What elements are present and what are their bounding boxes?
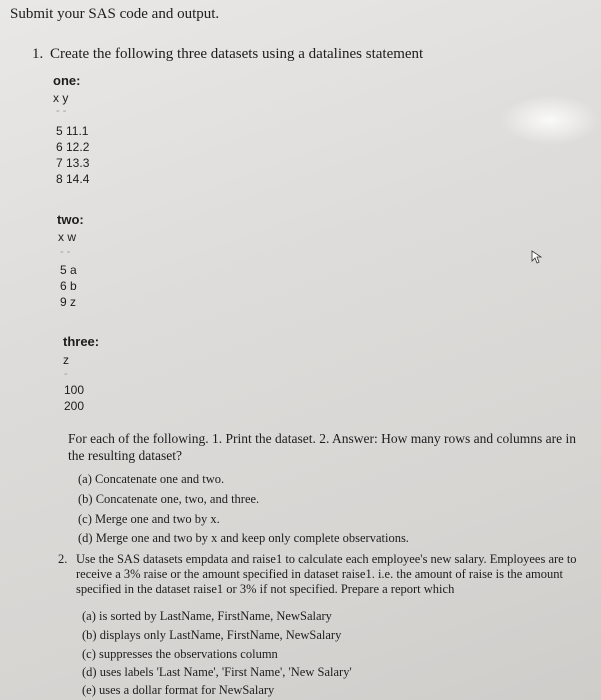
q1-item: (c) Merge one and two by x. — [78, 512, 220, 526]
mouse-cursor-icon — [531, 250, 543, 264]
question-2-text: Use the SAS datasets empdata and raise1 to calculate each employee's new salary. Employees are to receive a 3% raise or the amount specified in dataset raise1. i.e. the amount of raise is the amount specified in the dataset raise1 or 3% if not specified. Prepare a report which — [76, 552, 577, 596]
q2-item: (e) uses a dollar format for NewSalary — [82, 683, 275, 697]
dataset-one-header: x y — [53, 91, 69, 105]
dataset-one-row: 8 14.4 — [56, 172, 90, 186]
q2-item: (d) uses labels 'Last Name', 'First Name', 'New Salary' — [82, 665, 352, 679]
dataset-two-dash: - - — [60, 246, 71, 258]
dataset-one-row: 6 12.2 — [56, 140, 90, 154]
light-glare — [500, 95, 600, 145]
dataset-two-header: x w — [58, 230, 76, 244]
dataset-three-row: 200 — [64, 399, 85, 413]
q2-item: (a) is sorted by LastName, FirstName, NewSalary — [82, 609, 332, 623]
dataset-one-row: 5 11.1 — [56, 124, 89, 138]
question-1-text: Create the following three datasets using a datalines statement — [50, 46, 424, 62]
q1-item: (b) Concatenate one, two, and three. — [78, 492, 260, 506]
instructions-paragraph: For each of the following. 1. Print the dataset. 2. Answer: How many rows and columns are in the resulting dataset? — [68, 431, 577, 463]
dataset-one-title: one: — [53, 73, 81, 88]
question-1 — [32, 46, 423, 63]
question-2-number: 2. — [58, 552, 68, 566]
dataset-two-title: two: — [57, 212, 84, 227]
q1-item: (d) Merge one and two by x and keep only complete observations. — [78, 531, 409, 545]
q2-item: (b) displays only LastName, FirstName, NewSalary — [82, 628, 342, 642]
question-1-number: 1. — [32, 46, 44, 62]
question-2 — [58, 552, 588, 596]
dataset-three-header: z — [63, 353, 69, 367]
q1-item: (a) Concatenate one and two. — [78, 472, 225, 486]
q2-item: (c) suppresses the observations column — [82, 647, 278, 661]
page-header: Submit your SAS code and output. — [10, 6, 220, 22]
dataset-three-row: 100 — [64, 383, 85, 397]
dataset-one-row: 7 13.3 — [56, 156, 90, 170]
dataset-two-row: 6 b — [60, 279, 77, 293]
dataset-three-dash: - — [64, 368, 68, 380]
dataset-three-title: three: — [63, 334, 100, 349]
dataset-two-row: 9 z — [60, 295, 77, 309]
dataset-two-row: 5 a — [60, 263, 77, 277]
dataset-one-dash: - - — [56, 105, 67, 117]
